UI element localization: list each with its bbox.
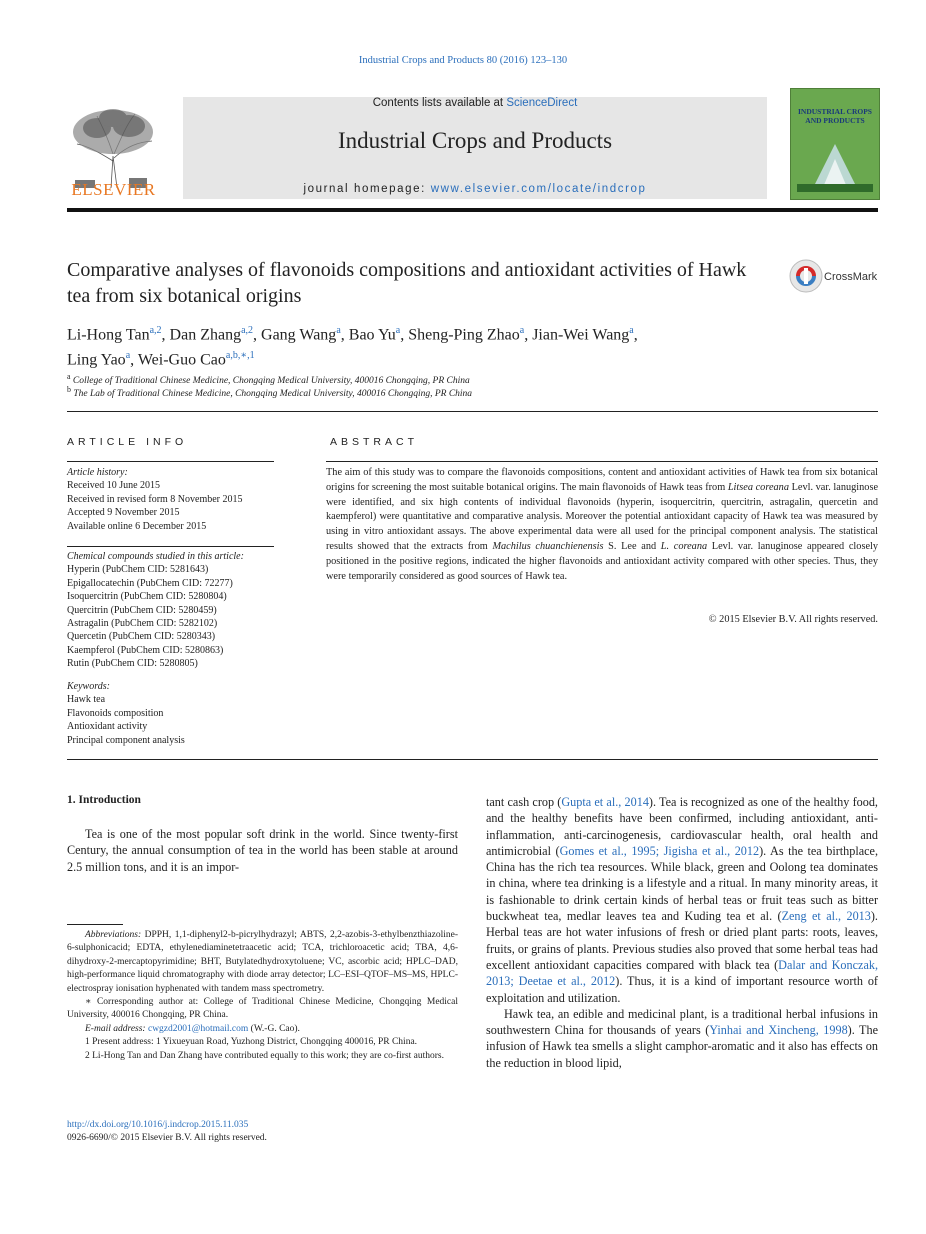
footnote-rule [67,924,123,925]
contents-line [183,97,767,109]
affiliation-b: $^b$ The Lab of Traditional Chinese Medicine, Chongqing Medical University, 400016 Chongqing, PR China [67,385,473,400]
author-sup[interactable]: a [395,325,401,336]
history-item: Received 10 June 2015 [67,480,161,492]
article-history [67,466,277,533]
homepage-prefix: journal homepage: [303,183,431,195]
history-item: Available online 6 December 2015 [67,520,207,532]
copyright: © 2015 Elsevier B.V. All rights reserved. [708,614,878,625]
author-sup[interactable]: a [336,325,341,336]
author-name[interactable]: Sheng-Ping Zhao [408,326,520,344]
divider [326,461,878,462]
citation-link[interactable]: Gomes et al., 1995; Jigisha et al., 2012 [559,843,760,858]
cover-illustration [791,134,879,194]
email-footnote: E-mail address: cwgzd2001@hotmail.com (W.-G. Cao). [85,1023,300,1034]
divider [67,411,878,412]
journal-title: Industrial Crops and Products [337,128,613,153]
chemical-compounds [67,550,277,671]
email-link[interactable]: cwgzd2001@hotmail.com [147,1023,249,1034]
article-info-heading: ARTICLE INFO [67,436,188,448]
corresponding-footnote: ∗ Corresponding author at: College of Traditional Chinese Medicine, Chongqing Medical University, 400016 Chongqing, PR China. [67,997,458,1021]
author-list: Li-Hong Tan$^{a,2}$, Dan Zhang$^{a,2}$, Gang Wang$^a$, Bao Yu$^a$, Sheng-Ping Zhao$^a$, Jian-Wei Wang$^a$, Ling Yao$^a$, Wei-Guo Cao$^{a,b,∗,1}$ [67,325,638,369]
author-name[interactable]: Jian-Wei Wang [532,326,630,344]
journal-homepage [183,183,767,195]
citation-link[interactable]: Zeng et al., 2013 [781,909,871,924]
keyword-item: Hawk tea [67,694,106,706]
section-heading-introduction: 1. Introduction [67,794,141,806]
author-name[interactable]: Bao Yu [348,326,396,344]
homepage-link[interactable]: www.elsevier.com/locate/indcrop [430,183,647,195]
citation-link[interactable]: Dalar and Konczak, 2013; Deetae et al., 2012 [486,957,878,989]
sciencedirect-link[interactable]: ScienceDirect [506,97,578,109]
compound-item: Quercetin (PubChem CID: 5280343) [67,631,216,643]
keyword-item: Antioxidant activity [67,721,148,733]
abstract-heading: ABSTRACT [330,436,419,448]
compound-item: Epigallocatechin (PubChem CID: 72277) [67,577,233,589]
author-name[interactable]: Ling Yao [67,351,126,369]
intro-paragraph: Tea is one of the most popular soft drink in the world. Since twenty-first Century, the annual consumption of tea in the world has been stable at around 2.5 million tons, and it is an impor- [67,827,458,874]
intro-paragraph: tant cash crop (Gupta et al., 2014). Tea is recognized as one of the healthy food, and the healthy benefits have been confirmed, including antioxidant, anti-inflammation, anti-carcinogenesis, cardiovascular health, oral health and antimicrobial (Gomes et al., 1995; Jigisha et al., 2012). As the tea birthplace, China has the rich tea resources. While black, green and Oolong tea dominates in china, where tea drinking is a lifestyle and a ritual. In many minority areas, it is fashionable to drink certain kinds of herbal teas or fruit teas such as bitter buckwheat tea, medlar leaves tea and Kuding tea et al. (Zeng et al., 2013). Herbal teas are hot water infusions of fresh or dried plant parts: roots, leaves, fruits, or grains of plants. Previous studies also proved that some herbal teas had excellent antioxidant capacities compared with black tea (Dalar and Konczak, 2013; Deetae et al., 2012). Thus, it is a kind of important resource worth of exploitation and utilization. [486,795,878,1005]
keywords [67,680,277,747]
history-item: Received in revised form 8 November 2015 [67,493,243,505]
intro-left-column [67,826,458,875]
intro-paragraph: Hawk tea, an edible and medicinal plant, is a traditional herbal infusions in southwestern China for thousands of years (Yinhai and Xincheng, 1998). The infusion of Hawk tea smells a slight camphor-aromatic and it also has effects on the reduction in blood lipid, [486,1006,878,1070]
elsevier-wordmark: ELSEVIER [71,180,156,199]
crossmark-label[interactable]: CrossMark [824,271,878,283]
author-name[interactable]: Dan Zhang [169,326,242,344]
divider [67,759,878,760]
citation-link[interactable]: Gupta et al., 2014 [561,795,649,809]
doi-block [67,1119,267,1146]
author-name[interactable]: Wei-Guo Cao [137,351,226,369]
author-sup[interactable]: a [629,325,634,336]
author-name[interactable]: Gang Wang [261,326,337,344]
contents-prefix: Contents lists available at [372,97,507,109]
author-sup[interactable]: a,2 [149,325,162,336]
compound-item: Quercitrin (PubChem CID: 5280459) [67,604,217,616]
journal-reference-link[interactable]: Industrial Crops and Products 80 (2016) 123–130 [358,55,568,66]
intro-right-column [486,794,878,1071]
author-sup[interactable]: a,2 [241,325,254,336]
divider [67,546,274,547]
divider [67,461,274,462]
compound-item: Rutin (PubChem CID: 5280805) [67,658,198,670]
header-rule [67,208,878,212]
footnote-1: 1 Present address: 1 Yixueyuan Road, Yuzhong District, Chongqing 400016, PR China. [85,1037,418,1048]
keyword-item: Principal component analysis [67,734,185,746]
citation-link[interactable]: Yinhai and Xincheng, 1998 [709,1023,848,1038]
footnote-2: 2 Li-Hong Tan and Dan Zhang have contributed equally to this work; they are co-first authors. [85,1050,445,1061]
journal-cover-image[interactable] [790,88,880,200]
doi-link[interactable]: http://dx.doi.org/10.1016/j.indcrop.2015.11.035 [67,1120,249,1130]
issn-line: 0926-6690/© 2015 Elsevier B.V. All rights reserved. [67,1133,267,1144]
compound-item: Isoquercitrin (PubChem CID: 5280804) [67,591,227,603]
author-sup[interactable]: a [519,325,525,336]
compound-item: Kaempferol (PubChem CID: 5280863) [67,644,224,656]
author-sup[interactable]: a,b,∗,1 [225,350,255,362]
history-label: Article history: [67,467,128,478]
author-sup[interactable]: a [125,350,131,362]
abstract-text: The aim of this study was to compare the flavonoids compositions, content and antioxidant activities of Hawk tea from six botanical origins for screening the most suitable botanical origins. The main flavonoids of Hawk teas from Litsea coreana Levl. var. lanuginose were identified, and six high contents of individual flavonoids (hyperin, isoquercitrin, quercitrin, astragalin, quercetin and kaempferol) were quantitative and comparative analysis. Moreover the potential antioxidant capacity of Hawk tea was measured by using in vitro antioxidant assays. The above experimental data were all used for the principal component analysis. The statistical results showed that the extracts from Machilus chuanchienensis S. Lee and L. coreana Levl. var. lanuginose appeared closely positioned in the positive regions, indicated the higher flavonoids and antioxidant activity compared with other species. Thus, they were temporarily considered as good sources of Hawk tea. [326,467,879,582]
keyword-item: Flavonoids composition [67,707,164,719]
footnotes [67,929,458,1063]
keywords-label: Keywords: [67,681,110,692]
author-name[interactable]: Li-Hong Tan [67,326,150,344]
cover-title: INDUSTRIAL CROPS AND PRODUCTS [798,107,872,125]
compounds-label: Chemical compounds studied in this article: [67,551,244,562]
crossmark-icon[interactable] [789,259,823,293]
article-title: Comparative analyses of flavonoids compositions and antioxidant activities of Hawk tea from six botanical origins [67,259,747,307]
compound-item: Hyperin (PubChem CID: 5281643) [67,564,209,576]
history-item: Accepted 9 November 2015 [67,507,180,519]
affiliation-a: $^a$ College of Traditional Chinese Medicine, Chongqing Medical University, 400016 Chongqing, PR China [67,372,470,387]
abbreviations-footnote: Abbreviations: DPPH, 1,1-diphenyl2-b-picrylhydrazyl; ABTS, 2,2-azobis-3-ethylbenzthiazoline-6-sulphonicacid; EDTA, ethylenediaminetetraacetic acid; TCA, trichloroacetic acid; TBA, 4,6-dihydroxy-2-mercaptopyrimidine; BHT, Butylatedhydroxytoluene; VC, ascorbic acid; HPLC–DAD, high-performance liquid chromatography with diode array detector; LC–ESI–QTOF–MS–MS, HPLC-electrospray ionisation hyphenated with tandem mass spectrometry. [67,930,458,994]
compound-item: Astragalin (PubChem CID: 5282102) [67,618,218,630]
